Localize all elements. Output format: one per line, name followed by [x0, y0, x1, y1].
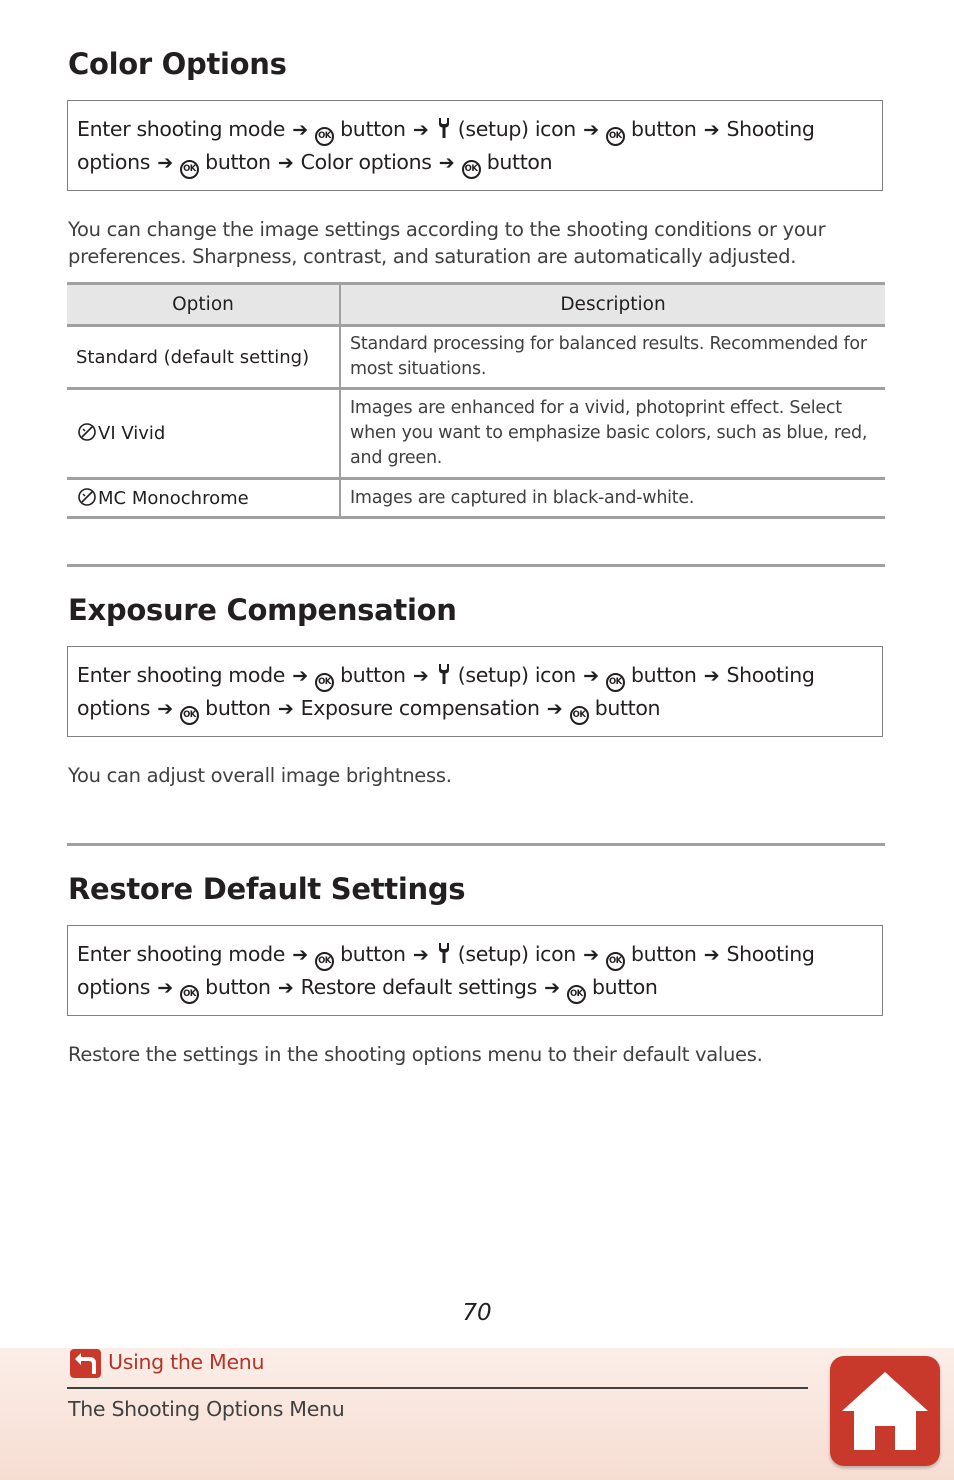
table-row [67, 326, 885, 389]
arrow-icon: ➔ [438, 152, 455, 174]
nav-step: Shooting [726, 663, 815, 687]
nav-step: button [205, 150, 271, 174]
nav-step: Color options [300, 150, 432, 174]
heading-exposure-compensation: Exposure Compensation [68, 593, 457, 627]
ok-button-icon: OK [180, 160, 199, 179]
nav-step: (setup) icon [457, 117, 576, 141]
ok-button-icon: OK [570, 706, 589, 725]
arrow-icon: ➔ [277, 152, 294, 174]
arrow-icon: ➔ [583, 119, 599, 141]
nav-step: options [77, 975, 151, 999]
ok-button-icon: OK [180, 706, 199, 725]
color-effect-icon [76, 422, 98, 442]
option-label: Standard (default setting) [76, 346, 310, 368]
arrow-icon: ➔ [703, 119, 720, 141]
footer-section-title: The Shooting Options Menu [68, 1397, 345, 1421]
option-cell [67, 479, 340, 518]
ok-button-icon: OK [462, 160, 481, 179]
nav-step: options [77, 696, 151, 720]
ok-button-icon: OK [606, 673, 625, 692]
ok-button-icon: OK [315, 127, 334, 146]
exposure-compensation-description: You can adjust overall image brightness. [68, 764, 452, 787]
table-row [67, 479, 885, 518]
nav-step: Enter shooting mode [77, 942, 286, 966]
back-arrow-icon[interactable] [70, 1349, 101, 1378]
arrow-icon: ➔ [703, 944, 720, 966]
nav-step: button [340, 942, 406, 966]
arrow-icon: ➔ [412, 944, 429, 966]
table-row [67, 389, 885, 479]
arrow-icon: ➔ [546, 698, 563, 720]
nav-step: button [592, 975, 658, 999]
nav-step: button [486, 150, 553, 174]
restore-default-settings-description: Restore the settings in the shooting options menu to their default values. [68, 1043, 763, 1066]
breadcrumb-using-the-menu[interactable]: Using the Menu [108, 1350, 265, 1374]
ok-button-icon: OK [180, 985, 199, 1004]
section-divider [67, 843, 885, 846]
nav-path-color-options [67, 100, 883, 191]
nav-step: button [205, 975, 271, 999]
option-cell [67, 389, 340, 479]
nav-step: button [205, 696, 271, 720]
nav-path-exposure-compensation [67, 646, 883, 737]
arrow-icon: ➔ [157, 698, 173, 720]
description-cell: Standard processing for balanced results. Recommended for most situations. [340, 326, 885, 389]
table-header: Description [340, 284, 885, 326]
arrow-icon: ➔ [157, 977, 173, 999]
arrow-icon: ➔ [412, 665, 429, 687]
arrow-icon: ➔ [157, 152, 173, 174]
description-cell: Images are captured in black-and-white. [340, 479, 885, 518]
nav-step: Exposure compensation [300, 696, 540, 720]
arrow-icon: ➔ [583, 944, 599, 966]
home-icon [830, 1356, 940, 1466]
section-divider [67, 564, 885, 567]
ok-button-icon: OK [606, 952, 625, 971]
nav-step: Shooting [726, 942, 815, 966]
heading-restore-default-settings: Restore Default Settings [68, 872, 466, 906]
page-number: 70 [462, 1300, 492, 1326]
option-label: MC Monochrome [98, 487, 249, 509]
nav-step: button [631, 117, 697, 141]
nav-step: button [594, 696, 661, 720]
arrow-icon: ➔ [583, 665, 599, 687]
nav-step: button [340, 663, 406, 687]
description-cell: Images are enhanced for a vivid, photoprint effect. Select when you want to emphasize basic colors, such as blue, red, and green. [340, 389, 885, 479]
nav-step: button [631, 663, 697, 687]
ok-button-icon: OK [315, 952, 334, 971]
setup-wrench-icon [436, 117, 452, 139]
nav-step: (setup) icon [457, 942, 576, 966]
table-header: Option [67, 284, 340, 326]
nav-path-restore-default-settings [67, 925, 883, 1016]
arrow-icon: ➔ [703, 665, 720, 687]
arrow-icon: ➔ [277, 977, 294, 999]
option-cell [67, 326, 340, 389]
heading-color-options: Color Options [68, 47, 287, 81]
setup-wrench-icon [436, 942, 452, 964]
arrow-icon: ➔ [277, 698, 294, 720]
setup-wrench-icon [436, 663, 452, 685]
footer-divider [67, 1387, 808, 1389]
back-arrow-glyph [70, 1349, 101, 1378]
nav-step: (setup) icon [457, 663, 576, 687]
arrow-icon: ➔ [412, 119, 429, 141]
nav-step: Enter shooting mode [77, 117, 286, 141]
arrow-icon: ➔ [292, 119, 308, 141]
nav-step: button [631, 942, 697, 966]
color-options-table [67, 282, 885, 519]
arrow-icon: ➔ [544, 977, 560, 999]
ok-button-icon: OK [606, 127, 625, 146]
arrow-icon: ➔ [292, 665, 308, 687]
ok-button-icon: OK [315, 673, 334, 692]
nav-step: options [77, 150, 151, 174]
table-header-row [67, 284, 885, 326]
color-options-description: You can change the image settings according to the shooting conditions or your preferences. Sharpness, contrast, and saturation are automatically adjusted. [68, 218, 826, 268]
nav-step: Restore default settings [300, 975, 537, 999]
nav-step: Shooting [726, 117, 815, 141]
color-effect-icon [76, 487, 98, 507]
option-label: VI Vivid [98, 423, 166, 444]
arrow-icon: ➔ [292, 944, 308, 966]
nav-step: Enter shooting mode [77, 663, 286, 687]
ok-button-icon: OK [567, 985, 586, 1004]
nav-step: button [340, 117, 406, 141]
home-button[interactable] [830, 1356, 940, 1466]
